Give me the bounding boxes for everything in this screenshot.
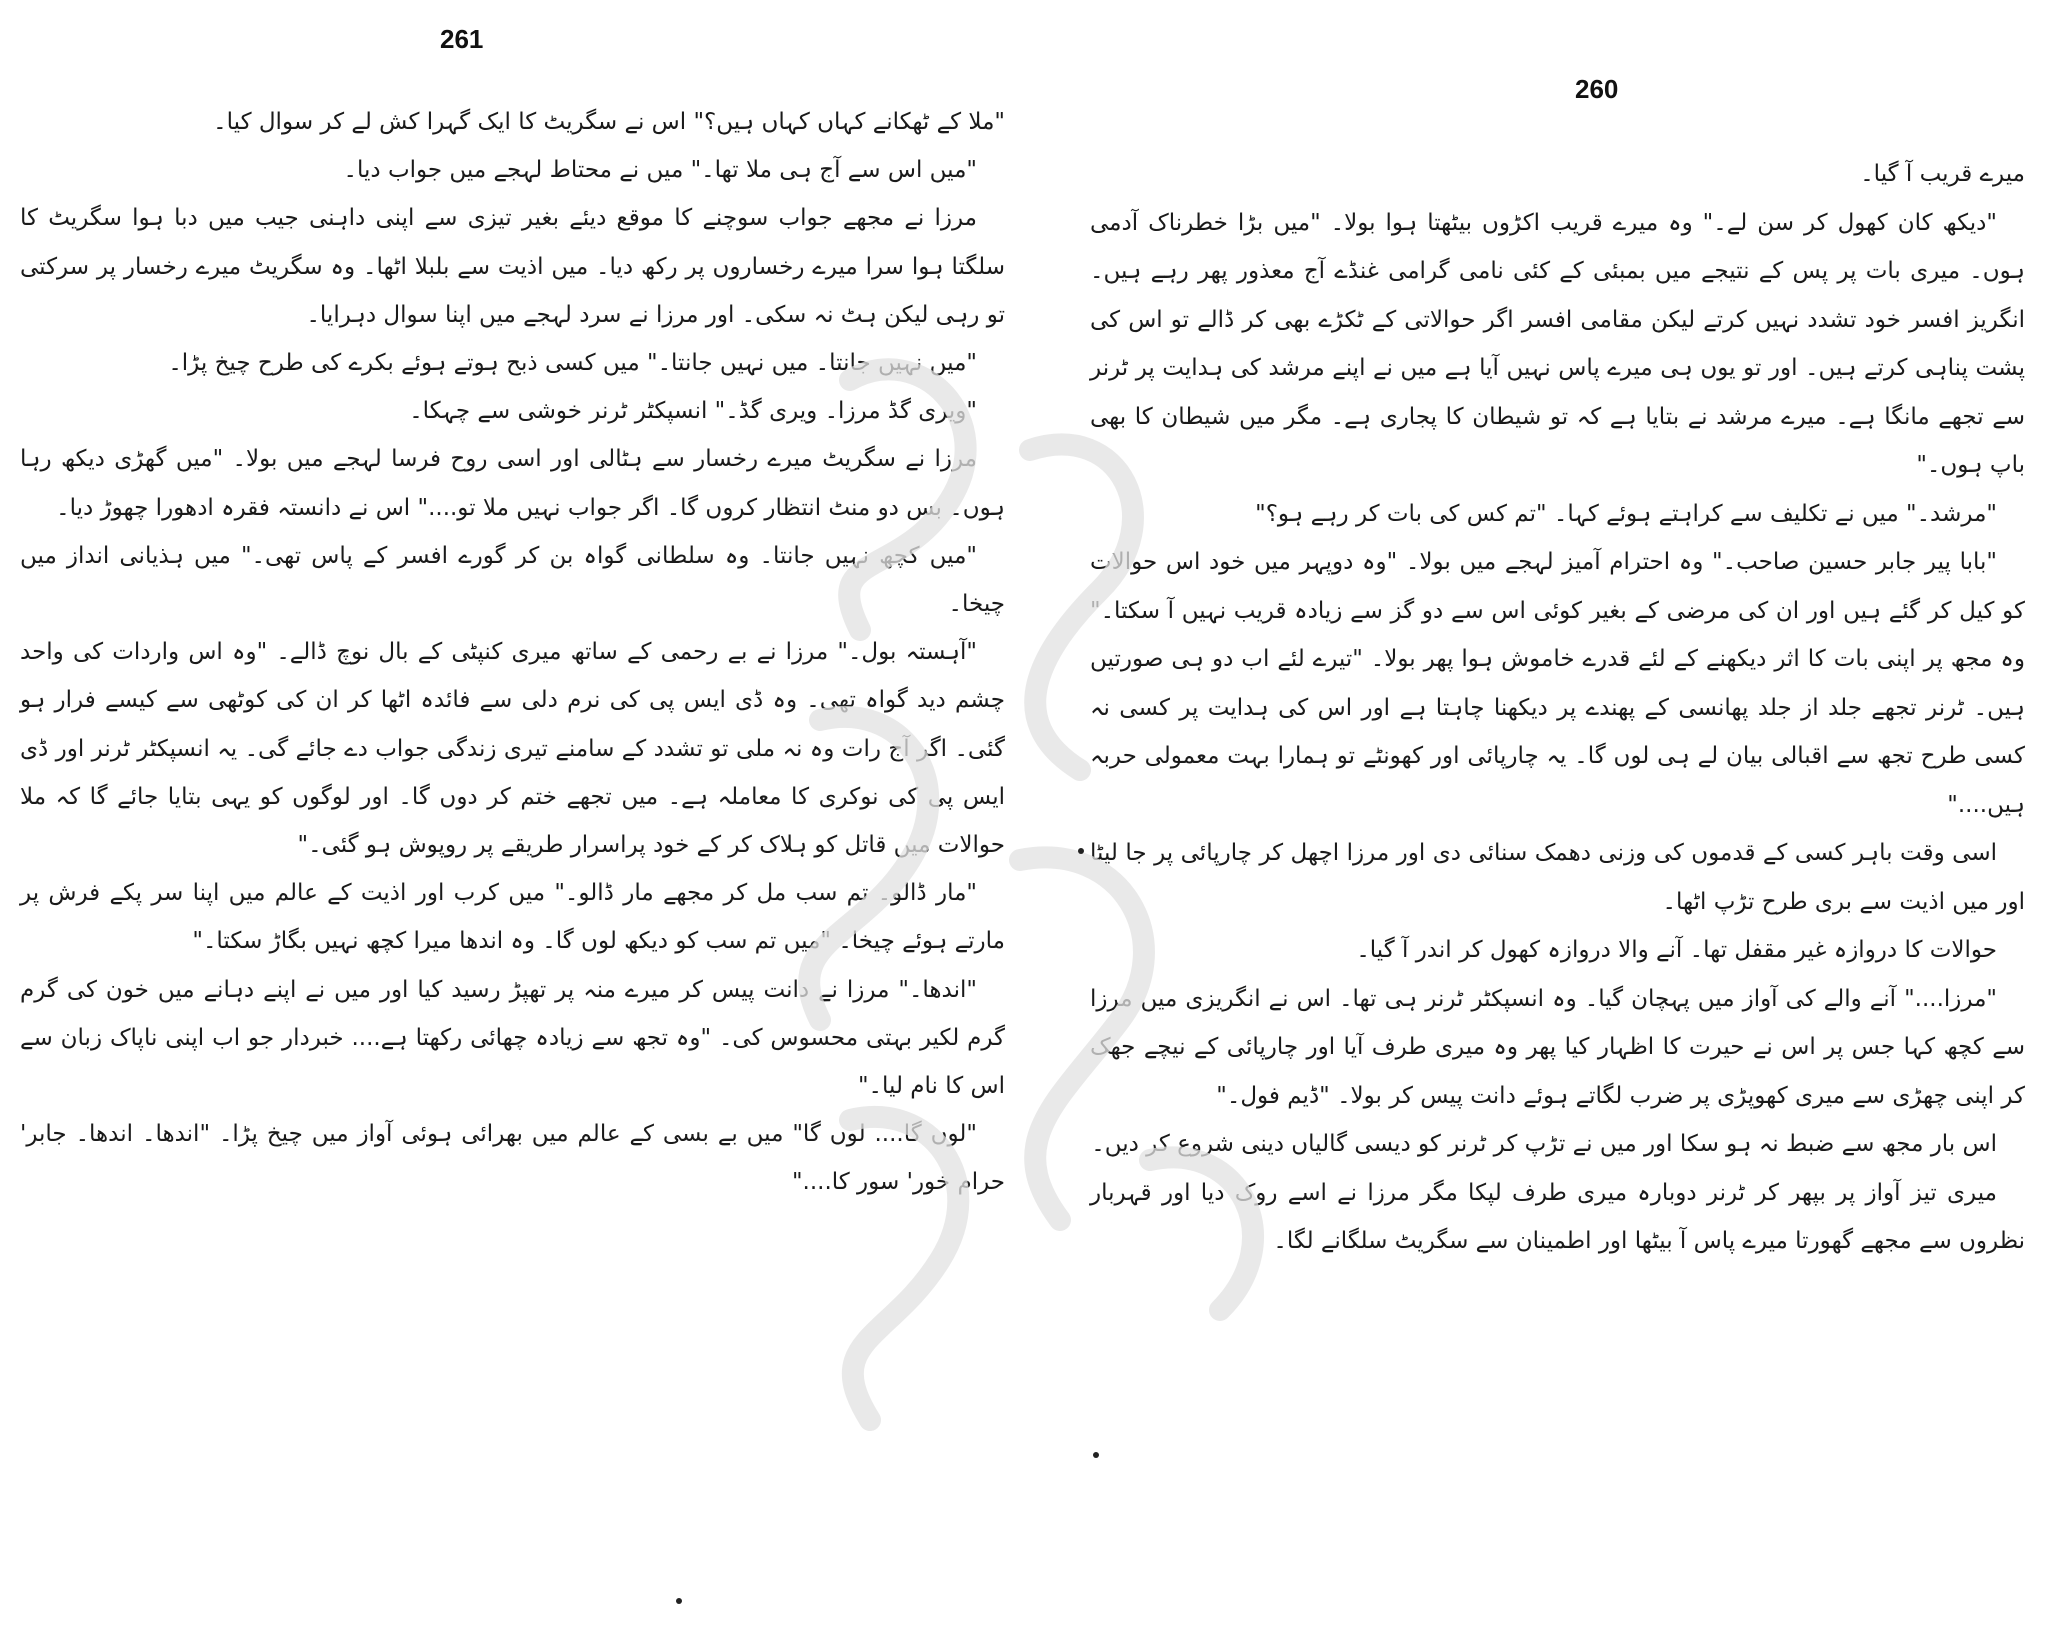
page-number-left: 261	[440, 24, 484, 54]
page-number-right: 260	[1575, 74, 1619, 104]
right-page	[1070, 0, 2030, 1648]
paragraph: اس بار مجھ سے ضبط نہ ہو سکا اور میں نے تڑپ کر ٹرنر کو دیسی گالیاں دینی شروع کر دیں۔	[1091, 1131, 1997, 1157]
paragraph: "میں اس سے آج ہی ملا تھا۔" میں نے محتاط لہجے میں جواب دیا۔	[343, 157, 977, 184]
paragraph: "آہستہ بول۔" مرزا نے بے رحمی کے ساتھ میری کنپٹی کے بال نوچ ڈالے۔ "وہ اس واردات کی واحد چشم دید گواہ تھی۔ وہ ڈی ایس پی کی نرم دلی سے فائدہ اٹھا کر ان کی کوٹھی سے کیسے فرار ہو گئی۔ اگر آج رات وہ نہ ملی تو تشدد کے سامنے تیری زندگی جواب دے جائے گی۔ یہ انسپکٹر ٹرنر اور ڈی ایس پی کی نوکری کا معاملہ ہے۔ میں تجھے ختم کر دوں گا۔ اور لوگوں کو یہی بتایا جائے گا کہ ملا حوالات میں قاتل کو ہلاک کر کے خود پراسرار طریقے پر روپوش ہو گئی۔"	[20, 639, 1005, 859]
page-dot	[1093, 1452, 1099, 1458]
paragraph: مرزا نے مجھے جواب سوچنے کا موقع دیئے بغیر تیزی سے اپنی داہنی جیب میں دبا ہوا سگریٹ کا سلگتا ہوا سرا میرے رخساروں پر رکھ دیا۔ میں اذیت سے بلبلا اٹھا۔ وہ سگریٹ میرے رخسار پر سرکتی تو رہی لیکن ہٹ نہ سکی۔ اور مرزا نے سرد لہجے میں اپنا سوال دہرایا۔	[20, 205, 1005, 328]
paragraph: اسی وقت باہر کسی کے قدموں کی وزنی دھمک سنائی دی اور مرزا اچھل کر چارپائی پر جا لیٹا اور میں اذیت سے بری طرح تڑپ اٹھا۔	[1090, 840, 2025, 915]
paragraph: "اندھا۔" مرزا نے دانت پیس کر میرے منہ پر تھپڑ رسید کیا اور میں نے اپنے دہانے میں خون کی گرم گرم لکیر بہتی محسوس کی۔ "وہ تجھ سے زیادہ چھائی رکھتا ہے.... خبردار جو اب اپنی ناپاک زبان سے اس کا نام لیا۔"	[20, 976, 1005, 1100]
page-dot	[676, 1598, 682, 1604]
paragraph: "مرزا...." آنے والے کی آواز میں پہچان گیا۔ وہ انسپکٹر ٹرنر ہی تھا۔ اس نے انگریزی میں مرزا سے کچھ کہا جس پر اس نے حیرت کا اظہار کیا پھر وہ میری طرف آیا اور چارپائی کے نیچے جھک کر اپنی چھڑی سے میری کھوپڑی پر ضرب لگاتے ہوئے دانت پیس کر بولا۔ "ڈیم فول۔"	[1090, 985, 2025, 1109]
paragraph: "میں کچھ نہیں جانتا۔ وہ سلطانی گواہ بن کر گورے افسر کے پاس تھی۔" میں ہذیانی انداز میں چیخا۔	[20, 542, 1005, 618]
paragraph: "دیکھ کان کھول کر سن لے۔" وہ میرے قریب اکڑوں بیٹھتا ہوا بولا۔ "میں بڑا خطرناک آدمی ہوں۔ میری بات پر پس کے نتیجے میں بمبئی کے کئی نامی گرامی غنڈے آج معذور پھر رہے ہیں۔ انگریز افسر خود تشدد نہیں کرتے لیکن مقامی افسر اگر حوالاتی کے ٹکڑے بھی کر ڈالے تو اس کی پشت پناہی کرتے ہیں۔ اور تو یوں ہی میرے پاس نہیں آیا ہے میں نے اپنے مرشد کی ہدایت پر ٹرنر سے تجھے مانگا ہے۔ میرے مرشد نے بتایا ہے کہ تو شیطان کا پجاری ہے۔ مگر میں شیطان کا بھی باپ ہوں۔"	[1090, 209, 2025, 478]
paragraph: "ویری گڈ مرزا۔ ویری گڈ۔" انسپکٹر ٹرنر خوشی سے چہکا۔	[409, 398, 977, 425]
paragraph: "مار ڈالو۔ تم سب مل کر مجھے مار ڈالو۔" میں کرب اور اذیت کے عالم میں اپنا سر پکے فرش پر مارتے ہوئے چیخا۔ "میں تم سب کو دیکھ لوں گا۔ وہ اندھا میرا کچھ نہیں بگاڑ سکتا۔"	[20, 880, 1005, 955]
left-page-text	[20, 98, 1005, 1207]
paragraph: میرے قریب آ گیا۔	[1860, 161, 2025, 187]
left-page	[20, 0, 1010, 1648]
paragraph: "بابا پیر جابر حسین صاحب۔" وہ احترام آمیز لہجے میں بولا۔ "وہ دوپہر میں خود اس حوالات کو کیل کر گئے ہیں اور ان کی مرضی کے بغیر کوئی اس سے دو گز سے زیادہ قریب نہیں آ سکتا۔" وہ مجھ پر اپنی بات کا اثر دیکھنے کے لئے قدرے خاموش ہوا پھر بولا۔ "تیرے لئے اب دو ہی صورتیں ہیں۔ ٹرنر تجھے جلد از جلد پھانسی کے پھندے پر دیکھنا چاہتا ہے اور اس کی ہدایت پر کسی نہ کسی طرح تجھ سے اقبالی بیان لے ہی لوں گا۔ یہ چارپائی اور کھونٹے تو ہمارا بہت معمولی حربہ ہیں...."	[1090, 549, 2026, 818]
paragraph: "ملا کے ٹھکانے کہاں کہاں ہیں؟" اس نے سگریٹ کا ایک گہرا کش لے کر سوال کیا۔	[213, 109, 1005, 135]
right-page-text	[1090, 150, 2025, 1266]
paragraph: "لوں گا.... لوں گا" میں بے بسی کے عالم میں بھرائی ہوئی آواز میں چیخ پڑا۔ "اندھا۔ اندھا۔ جابر' حرام خور' سور کا...."	[20, 1121, 1005, 1196]
paragraph: حوالات کا دروازہ غیر مقفل تھا۔ آنے والا دروازہ کھول کر اندر آ گیا۔	[1356, 937, 1997, 963]
paragraph: مرزا نے سگریٹ میرے رخسار سے ہٹالی اور اسی روح فرسا لہجے میں بولا۔ "میں گھڑی دیکھ رہا ہوں۔ بس دو منٹ انتظار کروں گا۔ اگر جواب نہیں ملا تو...." اس نے دانستہ فقرہ ادھورا چھوڑ دیا۔	[20, 446, 1005, 521]
paragraph: "میں نہیں جانتا۔ میں نہیں جانتا۔" میں کسی ذبح ہوتے ہوئے بکرے کی طرح چیخ پڑا۔	[168, 350, 977, 377]
page-dot	[1078, 848, 1084, 854]
paragraph: "مرشد۔" میں نے تکلیف سے کراہتے ہوئے کہا۔ "تم کس کی بات کر رہے ہو؟"	[1255, 500, 1997, 527]
paragraph: میری تیز آواز پر بپھر کر ٹرنر دوبارہ میری طرف لپکا مگر مرزا نے اسے روک دیا اور قہربار نظروں سے مجھے گھورتا میرے پاس آ بیٹھا اور اطمینان سے سگریٹ سلگانے لگا۔	[1090, 1179, 2025, 1254]
